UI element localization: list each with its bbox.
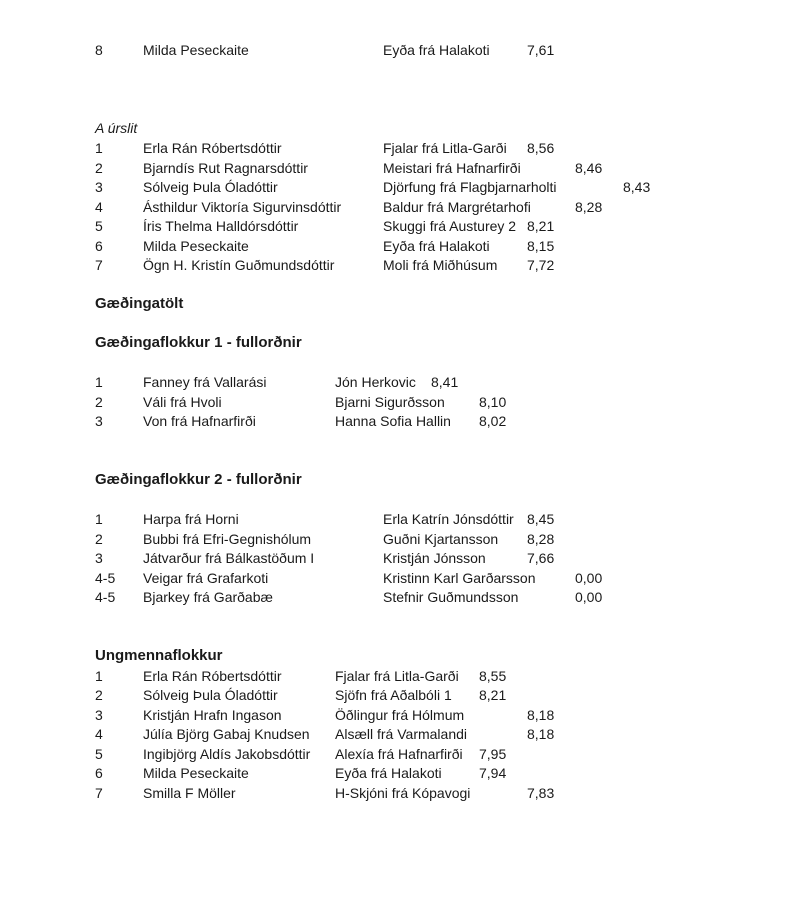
- result-row: [0, 549, 811, 569]
- second-name-cell: Eyða frá Halakoti: [335, 765, 442, 781]
- result-row: [0, 510, 811, 530]
- rank-cell: 7: [95, 257, 103, 273]
- second-name-cell: Bjarni Sigurðsson: [335, 393, 445, 410]
- second-name-cell: Djörfung frá Flagbjarnarholti: [383, 179, 557, 195]
- rank-cell: 4: [95, 726, 103, 742]
- second-name-cell: Baldur frá Margrétarhofi: [383, 198, 531, 215]
- score-cell: 0,00: [575, 589, 603, 605]
- rank-cell: 6: [95, 237, 103, 254]
- result-row: [0, 139, 811, 159]
- result-row: [0, 706, 811, 726]
- result-row: [0, 667, 811, 687]
- rank-cell: 3: [95, 179, 103, 195]
- score-cell: 7,83: [527, 784, 555, 801]
- name-cell: Milda Peseckaite: [143, 237, 249, 254]
- score-cell: 8,15: [527, 237, 555, 254]
- name-cell: Bubbi frá Efri-Gegnishólum: [143, 530, 312, 547]
- score-cell: 8,43: [623, 179, 651, 195]
- section-heading-g1: Gæðingaflokkur 1 - fullorðnir: [95, 334, 302, 351]
- name-cell: Júlía Björg Gabaj Knudsen: [143, 726, 310, 742]
- name-cell: Erla Rán Róbertsdóttir: [143, 667, 282, 684]
- score-cell: 8,41: [431, 374, 459, 390]
- rank-cell: 5: [95, 745, 103, 762]
- score-cell: 8,02: [479, 413, 507, 429]
- score-cell: 8,55: [479, 667, 507, 684]
- name-cell: Ingibjörg Aldís Jakobsdóttir: [143, 745, 311, 762]
- name-cell: Harpa frá Horni: [143, 511, 239, 527]
- rank-cell: 1: [95, 511, 103, 527]
- score-cell: 7,61: [527, 42, 555, 58]
- score-cell: 8,21: [527, 218, 555, 234]
- rank-cell: 2: [95, 530, 103, 547]
- result-row: [0, 686, 811, 706]
- name-cell: Milda Peseckaite: [143, 765, 249, 781]
- score-cell: 7,72: [527, 257, 555, 273]
- name-cell: Von frá Hafnarfirði: [143, 413, 256, 429]
- name-cell: Veigar frá Grafarkoti: [143, 569, 269, 586]
- name-cell: Sólveig Þula Óladóttir: [143, 687, 278, 703]
- result-row: [0, 784, 811, 804]
- rank-cell: 8: [95, 42, 103, 58]
- rank-cell: 2: [95, 159, 103, 176]
- rank-cell: 1: [95, 374, 103, 390]
- rank-cell: 1: [95, 140, 103, 156]
- score-cell: 8,28: [575, 198, 603, 215]
- section-heading-ung: Ungmennaflokkur: [95, 647, 223, 664]
- result-row: [0, 412, 811, 432]
- score-cell: 7,66: [527, 550, 555, 566]
- name-cell: Sólveig Þula Óladóttir: [143, 179, 278, 195]
- result-row: [0, 178, 811, 198]
- score-cell: 7,94: [479, 765, 507, 781]
- rank-cell: 3: [95, 550, 103, 566]
- rank-cell: 2: [95, 393, 103, 410]
- score-cell: 8,10: [479, 393, 507, 410]
- name-cell: Íris Thelma Halldórsdóttir: [143, 218, 299, 234]
- name-cell: Váli frá Hvoli: [143, 393, 222, 410]
- second-name-cell: Sjöfn frá Aðalbóli 1: [335, 687, 452, 703]
- score-cell: 8,28: [527, 530, 555, 547]
- rank-cell: 3: [95, 413, 103, 429]
- name-cell: Smilla F Möller: [143, 784, 236, 801]
- result-row: [0, 198, 811, 218]
- second-name-cell: Kristinn Karl Garðarsson: [383, 569, 536, 586]
- section-heading-g2: Gæðingaflokkur 2 - fullorðnir: [95, 471, 302, 488]
- score-cell: 0,00: [575, 569, 603, 586]
- second-name-cell: Alexía frá Hafnarfirði: [335, 745, 463, 762]
- score-cell: 8,21: [479, 687, 507, 703]
- name-cell: Ásthildur Viktoría Sigurvinsdóttir: [143, 198, 342, 215]
- second-name-cell: Eyða frá Halakoti: [383, 237, 490, 254]
- rank-cell: 1: [95, 667, 103, 684]
- result-row: [0, 530, 811, 550]
- name-cell: Milda Peseckaite: [143, 42, 249, 58]
- name-cell: Erla Rán Róbertsdóttir: [143, 140, 282, 156]
- result-row: [0, 237, 811, 257]
- score-cell: 8,56: [527, 140, 555, 156]
- second-name-cell: Erla Katrín Jónsdóttir: [383, 511, 514, 527]
- result-row: [0, 159, 811, 179]
- score-cell: 8,46: [575, 159, 603, 176]
- second-name-cell: H-Skjóni frá Kópavogi: [335, 784, 471, 801]
- name-cell: Ögn H. Kristín Guðmundsdóttir: [143, 257, 335, 273]
- second-name-cell: Öðlingur frá Hólmum: [335, 706, 465, 723]
- result-row: [0, 569, 811, 589]
- second-name-cell: Eyða frá Halakoti: [383, 42, 490, 58]
- rank-cell: 2: [95, 687, 103, 703]
- result-row: [0, 745, 811, 765]
- second-name-cell: Fjalar frá Litla-Garði: [383, 140, 507, 156]
- score-cell: 8,45: [527, 511, 555, 527]
- result-row: [0, 373, 811, 393]
- result-row: [0, 217, 811, 237]
- final-round-label: A úrslit: [95, 120, 138, 136]
- second-name-cell: Moli frá Miðhúsum: [383, 257, 498, 273]
- score-cell: 8,18: [527, 706, 555, 723]
- second-name-cell: Alsæll frá Varmalandi: [335, 726, 468, 742]
- second-name-cell: Fjalar frá Litla-Garði: [335, 667, 459, 684]
- result-row: [0, 764, 811, 784]
- rank-cell: 5: [95, 218, 103, 234]
- result-row: [0, 256, 811, 276]
- rank-cell: 4-5: [95, 569, 116, 586]
- second-name-cell: Jón Herkovic: [335, 374, 416, 390]
- name-cell: Bjarndís Rut Ragnarsdóttir: [143, 159, 308, 176]
- result-row: [0, 41, 811, 61]
- second-name-cell: Stefnir Guðmundsson: [383, 589, 519, 605]
- second-name-cell: Kristján Jónsson: [383, 550, 486, 566]
- second-name-cell: Meistari frá Hafnarfirði: [383, 159, 521, 176]
- second-name-cell: Hanna Sofia Hallin: [335, 413, 451, 429]
- score-cell: 7,95: [479, 745, 507, 762]
- rank-cell: 6: [95, 765, 103, 781]
- name-cell: Fanney frá Vallarási: [143, 374, 267, 390]
- rank-cell: 4-5: [95, 589, 116, 605]
- second-name-cell: Skuggi frá Austurey 2: [383, 218, 517, 234]
- rank-cell: 3: [95, 706, 103, 723]
- result-row: [0, 393, 811, 413]
- name-cell: Játvarður frá Bálkastöðum I: [143, 550, 315, 566]
- rank-cell: 7: [95, 784, 103, 801]
- name-cell: Bjarkey frá Garðabæ: [143, 589, 273, 605]
- result-row: [0, 588, 811, 608]
- result-row: [0, 725, 811, 745]
- score-cell: 8,18: [527, 726, 555, 742]
- name-cell: Kristján Hrafn Ingason: [143, 706, 282, 723]
- second-name-cell: Guðni Kjartansson: [383, 530, 499, 547]
- rank-cell: 4: [95, 198, 103, 215]
- section-heading-gaedingatolt: Gæðingatölt: [95, 295, 184, 312]
